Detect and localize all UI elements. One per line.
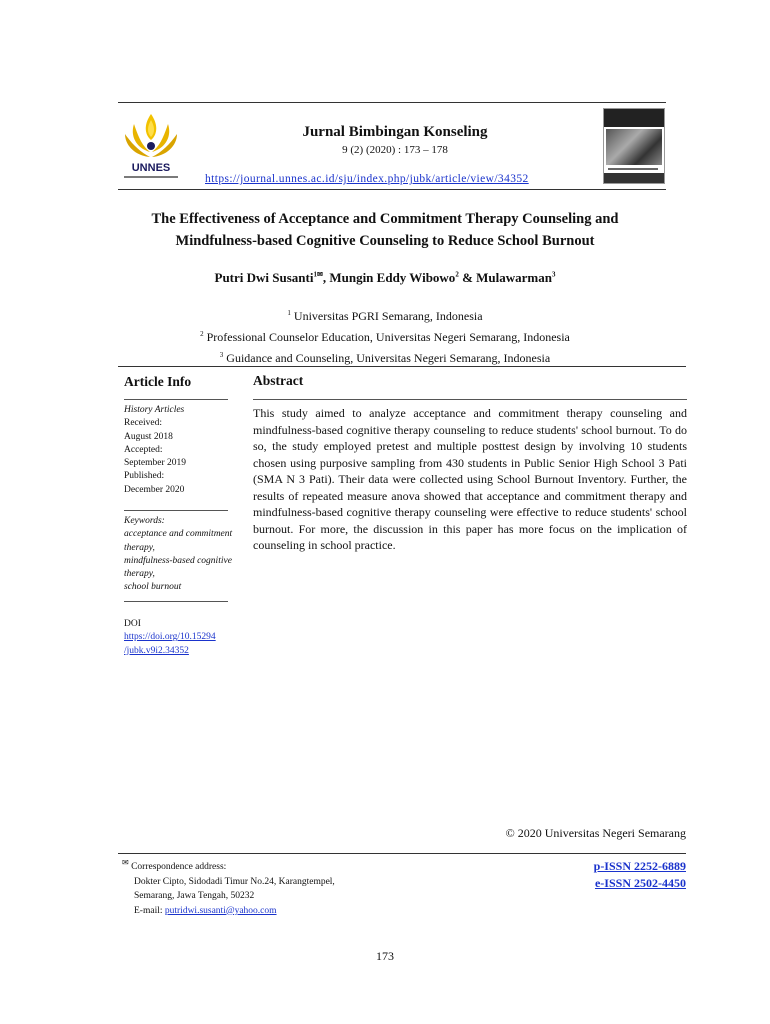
title-line-1: The Effectiveness of Acceptance and Commitment Therapy Counseling and xyxy=(151,211,619,227)
correspondence-line-1: Dokter Cipto, Sidodadi Timur No.24, Karangtempel, xyxy=(134,876,335,887)
issn-block xyxy=(594,858,686,892)
keyword-line-2: therapy, xyxy=(124,542,155,553)
correspondence-line-2: Semarang, Jawa Tengah, 50232 xyxy=(134,891,255,902)
header-bottom-rule xyxy=(118,189,666,190)
history-received-date: August 2018 xyxy=(124,431,173,442)
unnes-logo xyxy=(120,110,190,182)
copyright-notice: © 2020 Universitas Negeri Semarang xyxy=(505,826,686,840)
cover-stripe xyxy=(608,168,658,170)
history-published-label: Published: xyxy=(124,471,165,482)
affiliation-1-num: 1 xyxy=(287,309,291,317)
keyword-line-4: therapy, xyxy=(124,569,155,580)
article-url-link[interactable]: https://journal.unnes.ac.id/sju/index.php/jubk/article/view/34352 xyxy=(205,173,529,185)
keywords-label: Keywords: xyxy=(124,516,165,526)
email-line xyxy=(122,904,452,919)
envelope-icon: ✉ xyxy=(122,858,129,867)
keyword-line-3: mindfulness-based cognitive xyxy=(124,555,232,566)
journal-cover-thumbnail xyxy=(603,108,665,184)
author-2: , Mungin Eddy Wibowo xyxy=(322,270,456,285)
e-issn: e-ISSN 2502-4450 xyxy=(594,876,686,890)
author-3-mark: 3 xyxy=(551,270,556,279)
cover-footer xyxy=(604,173,664,183)
history-published-date: December 2020 xyxy=(124,484,185,495)
article-info-rule xyxy=(124,399,228,400)
journal-title: Jurnal Bimbingan Konseling xyxy=(302,124,488,140)
section-rule xyxy=(118,366,686,367)
footer-rule xyxy=(118,853,686,854)
author-1-mark: 1✉ xyxy=(313,270,323,279)
history-block xyxy=(124,404,186,497)
abstract-rule xyxy=(253,399,687,400)
email-link[interactable]: putridwi.susanti@yahoo.com xyxy=(164,905,277,916)
doi-line-1: https://doi.org/10.15294 xyxy=(124,632,216,643)
journal-issue: 9 (2) (2020) : 173 – 178 xyxy=(342,144,448,156)
affiliation-2-text: Professional Counselor Education, Universitas Negeri Semarang, Indonesia xyxy=(203,330,570,344)
history-accepted-label: Accepted: xyxy=(124,444,163,455)
correspondence-address xyxy=(122,856,452,918)
affiliation-2-num: 2 xyxy=(200,330,204,338)
unnes-flame-icon xyxy=(120,110,182,162)
affiliation-2 xyxy=(100,325,670,346)
doi-link[interactable] xyxy=(124,632,216,655)
affiliation-3 xyxy=(100,346,670,367)
doi-block xyxy=(124,618,216,658)
keywords-rule-bottom xyxy=(124,601,228,602)
author-3: & Mulawarman xyxy=(458,270,552,285)
article-info-heading: Article Info xyxy=(124,374,192,389)
affiliation-1 xyxy=(100,304,670,325)
keyword-line-5: school burnout xyxy=(124,582,182,593)
correspondence-label: Correspondence address: xyxy=(128,862,227,873)
paper-title xyxy=(100,208,670,252)
email-label: E-mail: xyxy=(134,905,165,916)
history-received-label: Received: xyxy=(124,418,162,429)
affiliations xyxy=(100,304,670,367)
affiliation-3-text: Guidance and Counseling, Universitas Negeri Semarang, Indonesia xyxy=(223,351,551,365)
doi-line-2: /jubk.v9i2.34352 xyxy=(124,645,189,656)
p-issn: p-ISSN 2252-6889 xyxy=(593,859,686,873)
affiliation-1-text: Universitas PGRI Semarang, Indonesia xyxy=(290,309,483,323)
cover-photo xyxy=(606,129,662,165)
doi-label: DOI xyxy=(124,619,141,629)
author-1: Putri Dwi Susanti xyxy=(214,270,314,285)
affiliation-3-num: 3 xyxy=(219,351,224,359)
keyword-line-1: acceptance and commitment xyxy=(124,529,233,540)
logo-text: UNNES xyxy=(131,162,171,174)
history-label: History Articles xyxy=(124,405,185,415)
cover-band xyxy=(604,109,664,127)
keywords-block xyxy=(124,515,232,595)
top-rule xyxy=(118,102,666,103)
history-accepted-date: September 2019 xyxy=(124,458,187,469)
page-number: 173 xyxy=(376,949,394,963)
abstract-heading: Abstract xyxy=(253,373,304,388)
title-line-2: Mindfulness-based Cognitive Counseling to Reduce School Burnout xyxy=(175,233,595,249)
abstract-text: This study aimed to analyze acceptance and commitment therapy counseling and mindfulness-based cognitive therapy counseling to reduce students' school burnout. To do so, the study employed pretest and multiple posttest design by involving 10 students chosen using purposive sampling from 430 students in Public Senior High School 3 Pati (SMA N 3 Pati). Their data were collected using School Burnout Inventory. Further, the results of repeated measure anova showed that acceptance and commitment therapy and mindfulness-based cognitive therapy counseling were effective to reduce students' school burnout. For more, the discussion in this paper has more focus on the implication of counseling in school practice. xyxy=(253,406,687,552)
correspondence-heading xyxy=(122,856,452,875)
author-list xyxy=(100,270,670,286)
keywords-rule-top xyxy=(124,510,228,511)
logo-subline xyxy=(124,176,178,178)
author-2-mark: 2 xyxy=(455,270,459,279)
